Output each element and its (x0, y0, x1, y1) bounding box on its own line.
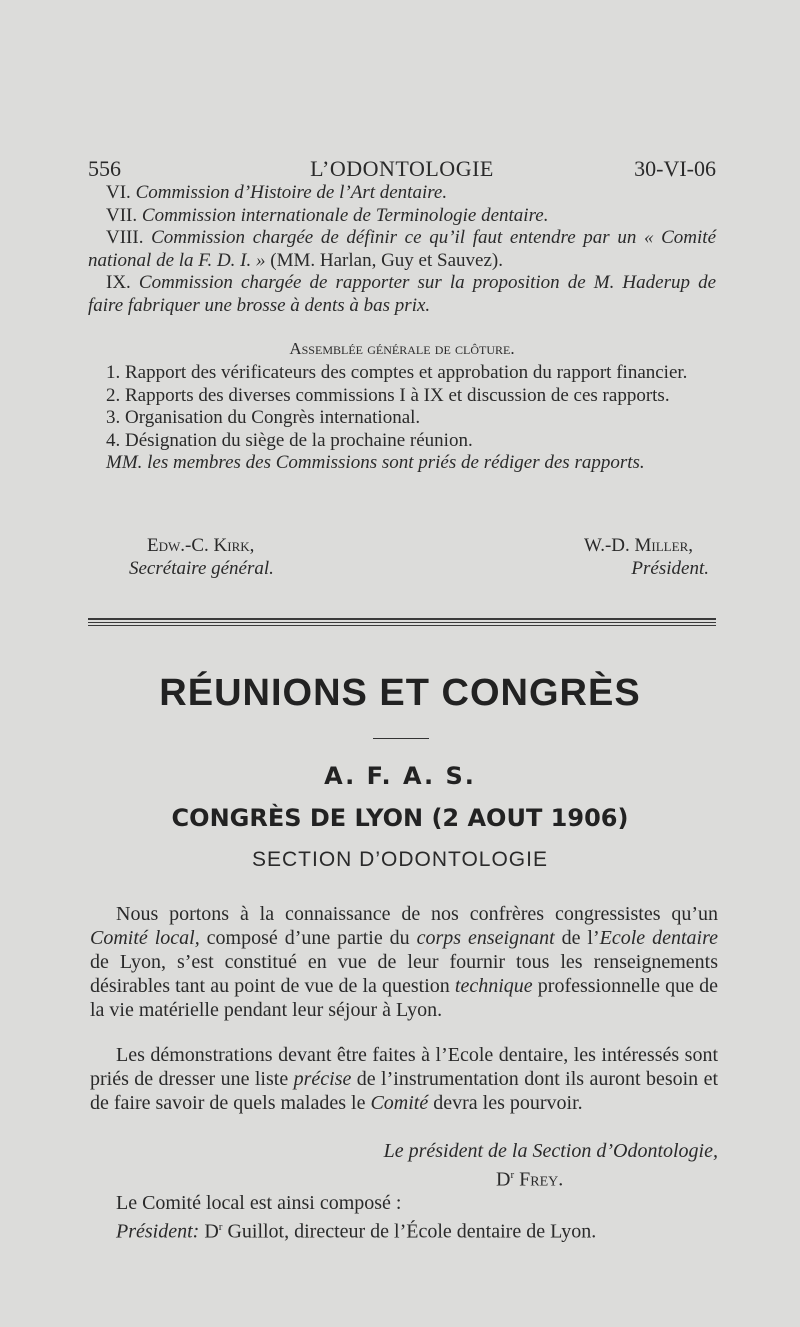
assembly-items (88, 362, 716, 475)
signature-right (584, 535, 709, 580)
president-name: W.-D. Miller, (584, 535, 693, 556)
signature-left (129, 535, 274, 580)
divider-rule (88, 625, 716, 626)
assembly-item: 3. Organisation du Congrès international. (106, 407, 421, 428)
afas-heading: A. F. A. S. (324, 762, 476, 790)
secretary-name: Edw.-C. Kirk, (147, 535, 255, 556)
assembly-heading: Assemblée générale de clôture. (289, 339, 515, 358)
assembly-note: MM. les membres des Commissions sont priés de rédiger des rapports. (106, 452, 645, 473)
assembly-item: 2. Rapports des diverses commissions I à IX et discussion de ces rapports. (106, 384, 670, 406)
commission-list (88, 182, 716, 317)
signoff-role: Le président de la Section d’Odontologie, (383, 1140, 718, 1162)
commission-viii: VIII. Commission chargée de définir ce qu’il faut entendre par un « Comité national de la F. D. I. » (MM. Harlan, Guy et Sauvez). (88, 227, 716, 271)
commission-vii: VII. Commission internationale de Terminologie dentaire. (106, 204, 549, 226)
commission-vi: VI. Commission d’Histoire de l’Art dentaire. (106, 182, 448, 203)
assembly-item: 1. Rapport des vérificateurs des comptes et approbation du rapport financier. (106, 362, 688, 383)
running-header (88, 156, 716, 184)
president-role: Président. (631, 557, 709, 579)
secretary-role: Secrétaire général. (129, 557, 274, 579)
section-title: RÉUNIONS ET CONGRÈS (159, 672, 641, 714)
page-number: 556 (88, 156, 121, 181)
paragraph-one: Nous portons à la connaissance de nos confrères congressistes qu’un Comité local, composé d’une partie du corps enseignant de l’Ecole dentaire de Lyon, s’est constitué en vue de leur fournir tous les renseignements désirables tant au point de vue de la question technique professionnelle que de la vie matérielle pendant leur séjour à Lyon. (90, 903, 719, 1021)
congress-heading: CONGRÈS DE LYON (2 AOUT 1906) (171, 804, 629, 832)
commission-ix: IX. Commission chargée de rapporter sur la proposition de M. Haderup de faire fabriquer une brosse à dents à bas prix. (88, 272, 716, 316)
committee-president: Président: $D^r$ Guillot, directeur de l’École dentaire de Lyon. (116, 1220, 597, 1243)
divider-rule (88, 618, 716, 620)
committee-block (90, 1191, 718, 1244)
issue-date: 30-VI-06 (634, 156, 716, 181)
subsection-heading: SECTION D’ODONTOLOGIE (252, 848, 548, 871)
committee-intro: Le Comité local est ainsi composé : (116, 1192, 402, 1214)
paragraph-two: Les démonstrations devant être faites à l’Ecole dentaire, les intéressés sont priés de dresser une liste précise de l’instrumentation dont ils auront besoin et de faire savoir de quels malades le Comité devra les pourvoir. (90, 1044, 719, 1114)
title-underline (373, 738, 429, 739)
document-page: 556 L’ODONTOLOGIE 30-VI-06 VI. Commission d’Histoire de l’Art dentaire. VII. Commission internationale de Terminologie dentaire. VIII. Commission chargée de définir ce qu’il faut entendre par un « Comité national de la F. D. I. » (MM. Harlan, Guy et Sauvez). IX. Commission chargée de rapporter sur la proposition de M. Haderup de faire fabriquer une brosse à dents à bas prix. Assemblée générale de clôture. 1. Rapport des vérificateurs des comptes et approbation du rapport financier. 2. Rapports des diverses commissions I à IX et discussion de ces rapports. 3. Organisation du Congrès international. 4. Désignation du siège de la prochaine réunion. MM. les membres des Commissions sont priés de rédiger des rapports. Edw.-C. Kirk, Secrétaire général. W.-D. Miller, Président. RÉUNIONS ET CONGRÈS A. F. A. S. CONGRÈS DE LYON (2 AOUT 1906) SECTION D’ODONTOLOGIE Nous portons à la connaissance de nos confrères congressistes qu’un Comité local, composé d’une partie du corps enseignant de l’Ecole dentaire de Lyon, s’est constitué en vue de leur fournir tous les renseignements désirables tant au point de vue de la question technique professionnelle que de la vie matérielle pendant leur séjour à Lyon. Les démonstrations devant être faites à l’Ecole dentaire, les intéressés sont priés de dresser une liste précise de l’instrumentation dont ils auront besoin et de faire savoir de quels malades le Comité devra les pourvoir. Le président de la Section d’Odontologie, $D^r$ Frey. Le Comité local est ainsi composé : Président: $D^r$ Guillot, directeur de l’École dentaire de Lyon. (0, 0, 800, 1327)
assembly-item: 4. Désignation du siège de la prochaine réunion. (106, 429, 473, 451)
divider-rule (88, 622, 716, 623)
journal-title: L’ODONTOLOGIE (310, 156, 494, 181)
